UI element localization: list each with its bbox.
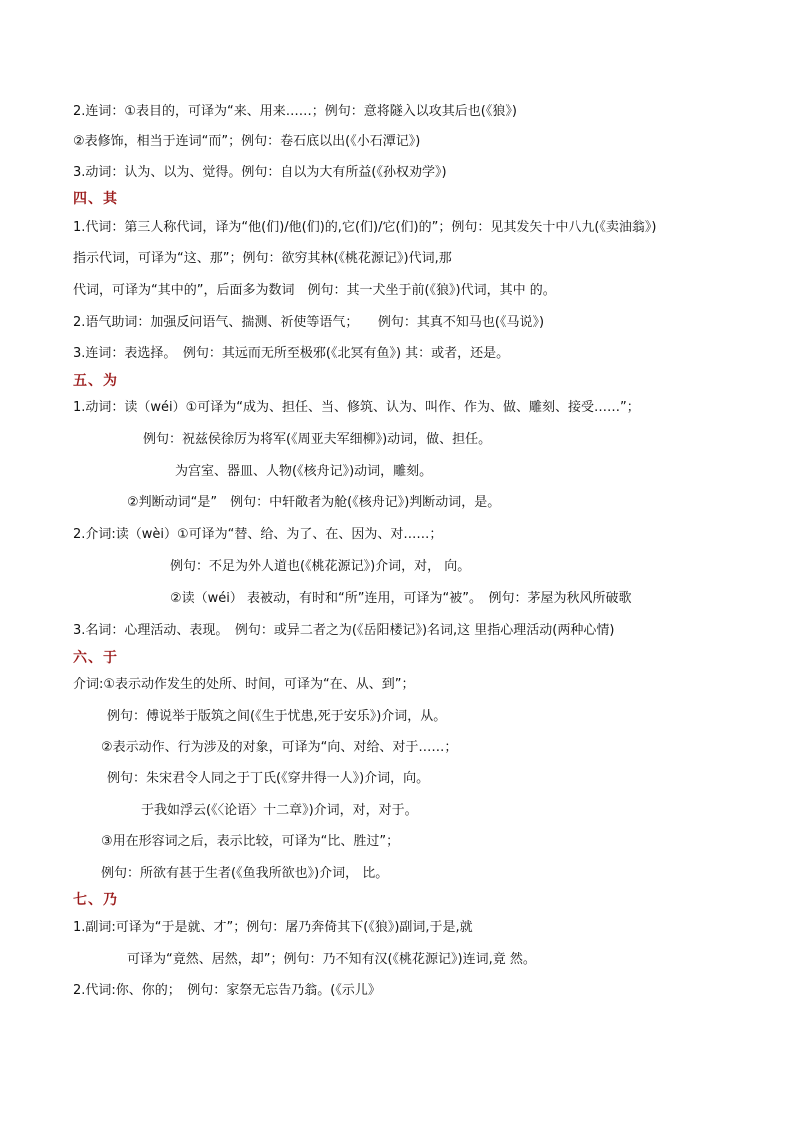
- text-line: ②表示动作、行为涉及的对象，可译为“向、对给、对于……；: [101, 740, 458, 755]
- text-line: 可译为“竟然、居然，却”；例句：乃不知有汉(《桃花源记》)连词,竟 然。: [127, 952, 536, 967]
- text-line: 为宫室、器皿、人物(《核舟记》)动词，雕刻。: [175, 464, 433, 479]
- section-heading: 六、于: [73, 650, 118, 666]
- text-line: 3.动词：认为、以为、觉得。例句：自以为大有所益(《孙权劝学》): [73, 165, 447, 180]
- text-line: 例句：傅说举于版筑之间(《生于忧患,死于安乐》)介词，从。: [107, 709, 447, 724]
- text-line: 1.代词：第三人称代词，译为“他(们)/他(们)的,它(们)/它(们)的”；例句：见其发矢十中八九(《卖油翁》): [73, 220, 657, 235]
- text-line: ②表修饰，相当于连词“而”；例句：卷石底以出(《小石潭记》): [73, 134, 421, 149]
- text-line: 2.连词：①表目的，可译为“来、用来……；例句：意将隧入以攻其后也(《狼》): [73, 104, 517, 119]
- text-line: 2.介词:读（wèi）①可译为“替、给、为了、在、因为、对……；: [73, 527, 443, 542]
- text-line: 2.语气助词：加强反问语气、揣测、祈使等语气； 例句：其真不知马也(《马说》): [73, 315, 545, 330]
- text-line: 3.名词：心理活动、表现。 例句：或异二者之为(《岳阳楼记》)名词,这 里指心理活动(两种心情): [73, 623, 615, 638]
- text-line: ②判断动词“是” 例句：中轩敞者为舱(《核舟记》)判断动词，是。: [127, 495, 501, 510]
- text-line: 3.连词：表选择。 例句：其远而无所至极邪(《北冥有鱼》) 其：或者，还是。: [73, 346, 510, 361]
- text-line: 于我如浮云(《〈论语〉十二章》)介词，对，对于。: [141, 803, 418, 818]
- section-heading: 七、乃: [73, 892, 118, 908]
- text-line: 例句：不足为外人道也(《桃花源记》)介词，对， 向。: [170, 559, 471, 574]
- text-line: 2.代词:你、你的； 例句：家祭无忘告乃翁。(《示儿》: [73, 983, 381, 998]
- text-line: 指示代词，可译为“这、那”；例句：欲穷其林(《桃花源记》)代词,那: [73, 251, 452, 266]
- text-line: 1.副词:可译为“于是就、才”；例句：屠乃奔倚其下(《狼》)副词,于是,就: [73, 920, 473, 935]
- section-heading: 四、其: [73, 191, 118, 207]
- text-line: ③用在形容词之后，表示比较，可译为“比、胜过”；: [101, 834, 400, 849]
- text-line: 1.动词：读（wéi）①可译为“成为、担任、当、修筑、认为、叫作、作为、做、雕刻、接受……”；: [73, 400, 640, 415]
- text-line: ②读（wéi） 表被动，有时和“所”连用，可译为“被”。 例句：茅屋为秋风所破歌: [170, 591, 632, 606]
- text-line: 例句：祝兹侯徐厉为将军(《周亚夫军细柳》)动词，做、担任。: [143, 432, 492, 447]
- section-heading: 五、为: [73, 373, 118, 389]
- text-line: 例句：朱宋君令人同之于丁氏(《穿井得一人》)介词，向。: [107, 771, 430, 786]
- text-line: 代词，可译为“其中的”，后面多为数词 例句：其一犬坐于前(《狼》)代词，其中 的。: [73, 283, 556, 298]
- text-line: 介词:①表示动作发生的处所、时间，可译为“在、从、到”；: [73, 677, 415, 692]
- text-line: 例句：所欲有甚于生者(《鱼我所欲也》)介词， 比。: [101, 866, 389, 881]
